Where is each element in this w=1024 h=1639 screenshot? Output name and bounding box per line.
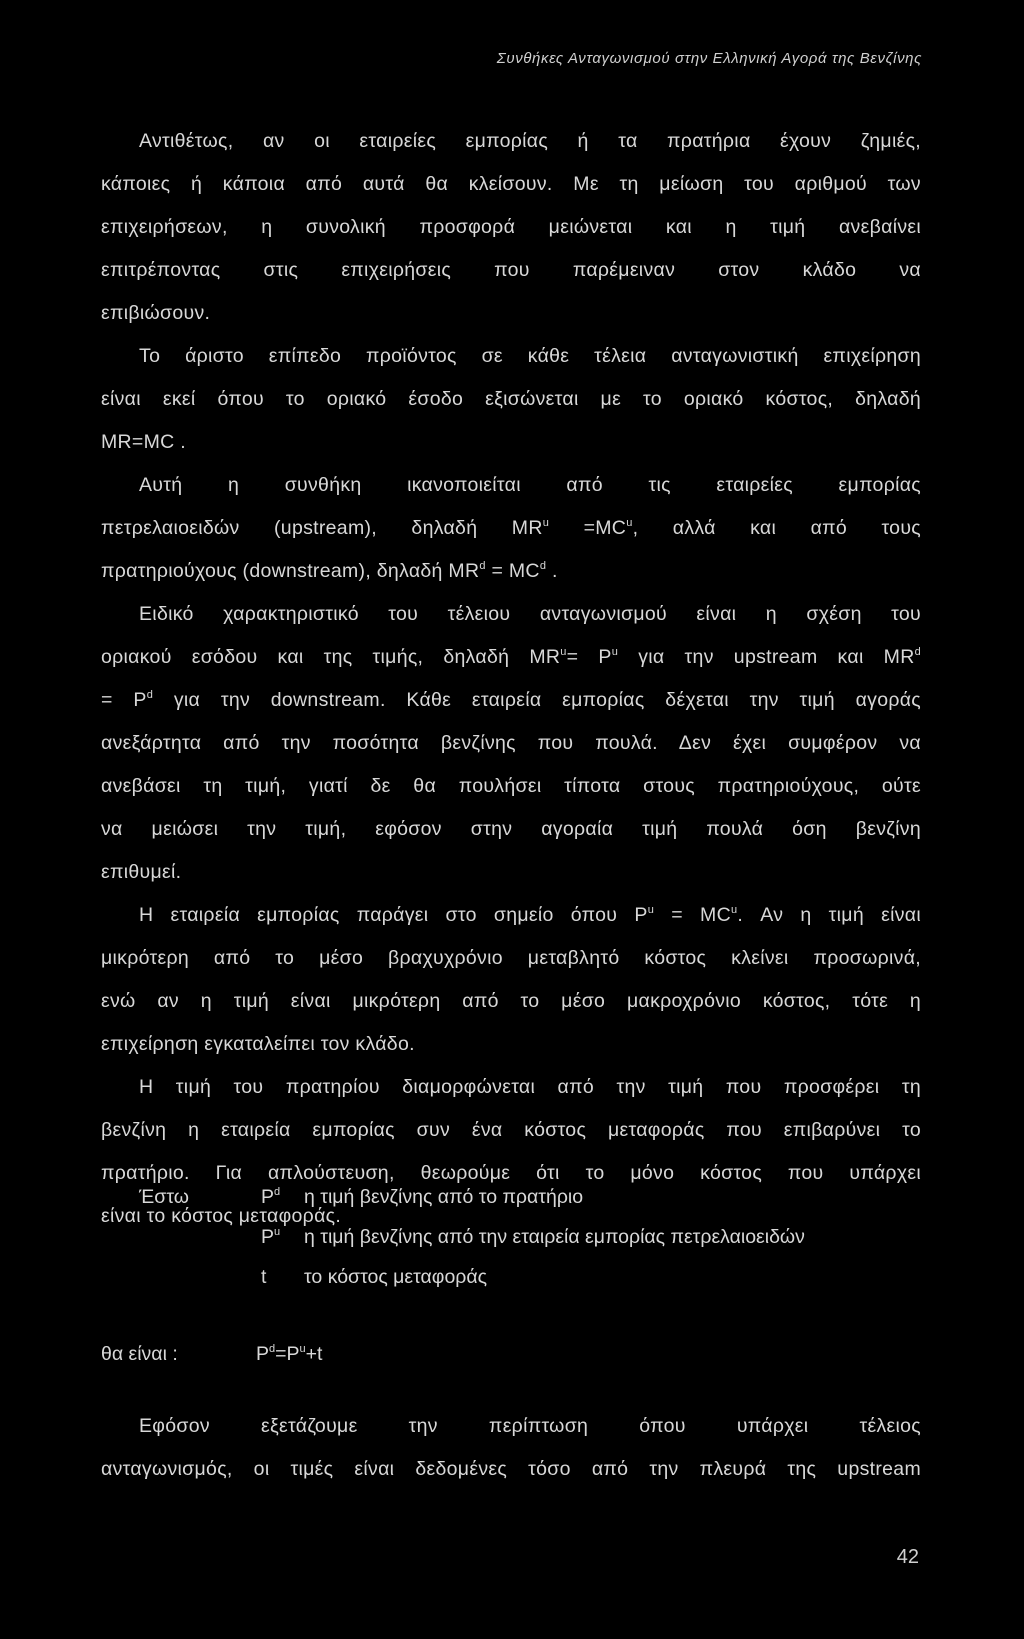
definition-symbol (261, 1177, 304, 1217)
symbol-text: P (261, 1186, 275, 1208)
text-line (101, 679, 921, 722)
superscript: u (299, 1343, 306, 1355)
text-line (101, 550, 921, 593)
text-run: πρατηριούχους (downstream), δηλαδή MR (101, 560, 480, 582)
superscript: u (730, 904, 738, 916)
superscript: u (542, 517, 550, 529)
body-text (101, 120, 921, 1238)
text-line: ανεβάσει τη τιμή, γιατί δε θα πουλήσει τίποτα στους πρατηριούχους, ούτε (101, 775, 921, 797)
formula-part: =P (275, 1343, 300, 1365)
definition-row (101, 1177, 805, 1217)
symbol-text: P (261, 1226, 275, 1248)
definition-text: η τιμή βενζίνης από την εταιρεία εμπορίας πετρελαιοειδών (304, 1226, 805, 1248)
text-line (101, 636, 921, 679)
closing-paragraph (101, 1405, 921, 1491)
text-run: Η εταιρεία εμπορίας παράγει στο σημείο όπου P (139, 904, 648, 926)
text-line: Το άριστο επίπεδο προϊόντος σε κάθε τέλεια ανταγωνιστική επιχείρηση (139, 345, 921, 367)
text-run: = P (101, 689, 147, 711)
definitions-lead: Έστω (139, 1186, 189, 1208)
text-line (101, 894, 921, 937)
superscript: u (647, 904, 655, 916)
definition-symbol (261, 1217, 304, 1257)
text-line: Αυτή η συνθήκη ικανοποιείται από τις εταιρείες εμπορίας (139, 474, 921, 496)
superscript: d (914, 646, 921, 658)
formula-part: P (256, 1343, 270, 1365)
page-number: 42 (896, 1546, 919, 1568)
definition-row (101, 1257, 805, 1297)
definition-text: το κόστος μεταφοράς (304, 1266, 488, 1288)
text-line: επιτρέποντας στις επιχειρήσεις που παρέμειναν στον κλάδο να (101, 259, 921, 281)
text-line: κάποιες ή κάποια από αυτά θα κλείσουν. Με τη μείωση του αριθμού των (101, 173, 921, 195)
superscript: u (626, 517, 633, 529)
formula-line (101, 1339, 322, 1369)
superscript: d (539, 560, 547, 572)
text-run: = MC (485, 560, 540, 582)
formula-lead: θα είναι : (101, 1343, 178, 1365)
text-line: Αντιθέτως, αν οι εταιρείες εμπορίας ή τα πρατήρια έχουν ζημιές, (139, 130, 921, 152)
text-line: πρατήριο. Για απλούστευση, θεωρούμε ότι το μόνο κόστος που υπάρχει (101, 1162, 921, 1184)
text-run: = MC (654, 904, 731, 926)
text-run: οριακού εσόδου και της τιμής, δηλαδή MR (101, 646, 561, 668)
text-line: ανεξάρτητα από την ποσότητα βενζίνης που πουλά. Δεν έχει συμφέρον να (101, 732, 921, 754)
formula-part: +t (305, 1343, 323, 1365)
text-run: πετρελαιοειδών (upstream), δηλαδή MR (101, 517, 543, 539)
text-line: ανταγωνισμός, οι τιμές είναι δεδομένες τόσο από την πλευρά της upstream (101, 1458, 921, 1480)
formula-expression (256, 1339, 322, 1369)
text-line: επιχειρήσεων, η συνολική προσφορά μειώνεται και η τιμή ανεβαίνει (101, 216, 921, 238)
text-line: βενζίνη η εταιρεία εμπορίας συν ένα κόστος μεταφοράς που επιβαρύνει το (101, 1119, 921, 1141)
text-run: για την downstream. Κάθε εταιρεία εμπορίας δέχεται την τιμή αγοράς (153, 689, 921, 711)
definition-row (101, 1217, 805, 1257)
definition-text: η τιμή βενζίνης από το πρατήριο (304, 1186, 584, 1208)
text-line: είναι το κόστος μεταφοράς. (101, 1205, 342, 1227)
superscript: d (269, 1343, 276, 1355)
text-line: επιχείρηση εγκαταλείπει τον κλάδο. (101, 1033, 415, 1055)
text-line: μικρότερη από το μέσο βραχυχρόνιο μεταβλητό κόστος κλείνει προσωρινά, (101, 947, 921, 969)
definition-symbol (261, 1257, 304, 1297)
definitions-block (101, 1177, 805, 1297)
text-line: ενώ αν η τιμή είναι μικρότερη από το μέσο μακροχρόνιο κόστος, τότε η (101, 990, 921, 1012)
text-run: , αλλά και από τους (632, 517, 921, 539)
text-run: = P (566, 646, 612, 668)
text-line: επιθυμεί. (101, 861, 182, 883)
superscript: d (479, 560, 486, 572)
text-line: επιβιώσουν. (101, 302, 211, 324)
superscript: u (560, 646, 567, 658)
text-line: MR=MC . (101, 431, 186, 453)
text-line: Ειδικό χαρακτηριστικό του τέλειου ανταγωνισμού είναι η σχέση του (139, 603, 921, 625)
text-run: . Αν η τιμή είναι (737, 904, 921, 926)
text-line: να μειώσει την τιμή, εφόσον στην αγοραία τιμή πουλά όση βενζίνη (101, 818, 921, 840)
text-line (101, 507, 921, 550)
text-line: Εφόσον εξετάζουμε την περίπτωση όπου υπάρχει τέλειος (139, 1415, 921, 1437)
text-line: είναι εκεί όπου το οριακό έσοδο εξισώνεται με το οριακό κόστος, δηλαδή (101, 388, 921, 410)
text-run: για την upstream και MR (618, 646, 915, 668)
superscript: u (611, 646, 619, 658)
superscript: d (146, 689, 154, 701)
symbol-text: t (261, 1266, 267, 1288)
superscript: d (274, 1186, 281, 1198)
running-header: Συνθήκες Ανταγωνισμού στην Ελληνική Αγορά της Βενζίνης (496, 50, 922, 67)
text-run: . (546, 560, 558, 582)
superscript: u (274, 1226, 281, 1238)
text-line: Η τιμή του πρατηρίου διαμορφώνεται από την τιμή που προσφέρει τη (139, 1076, 921, 1098)
text-run: =MC (549, 517, 627, 539)
